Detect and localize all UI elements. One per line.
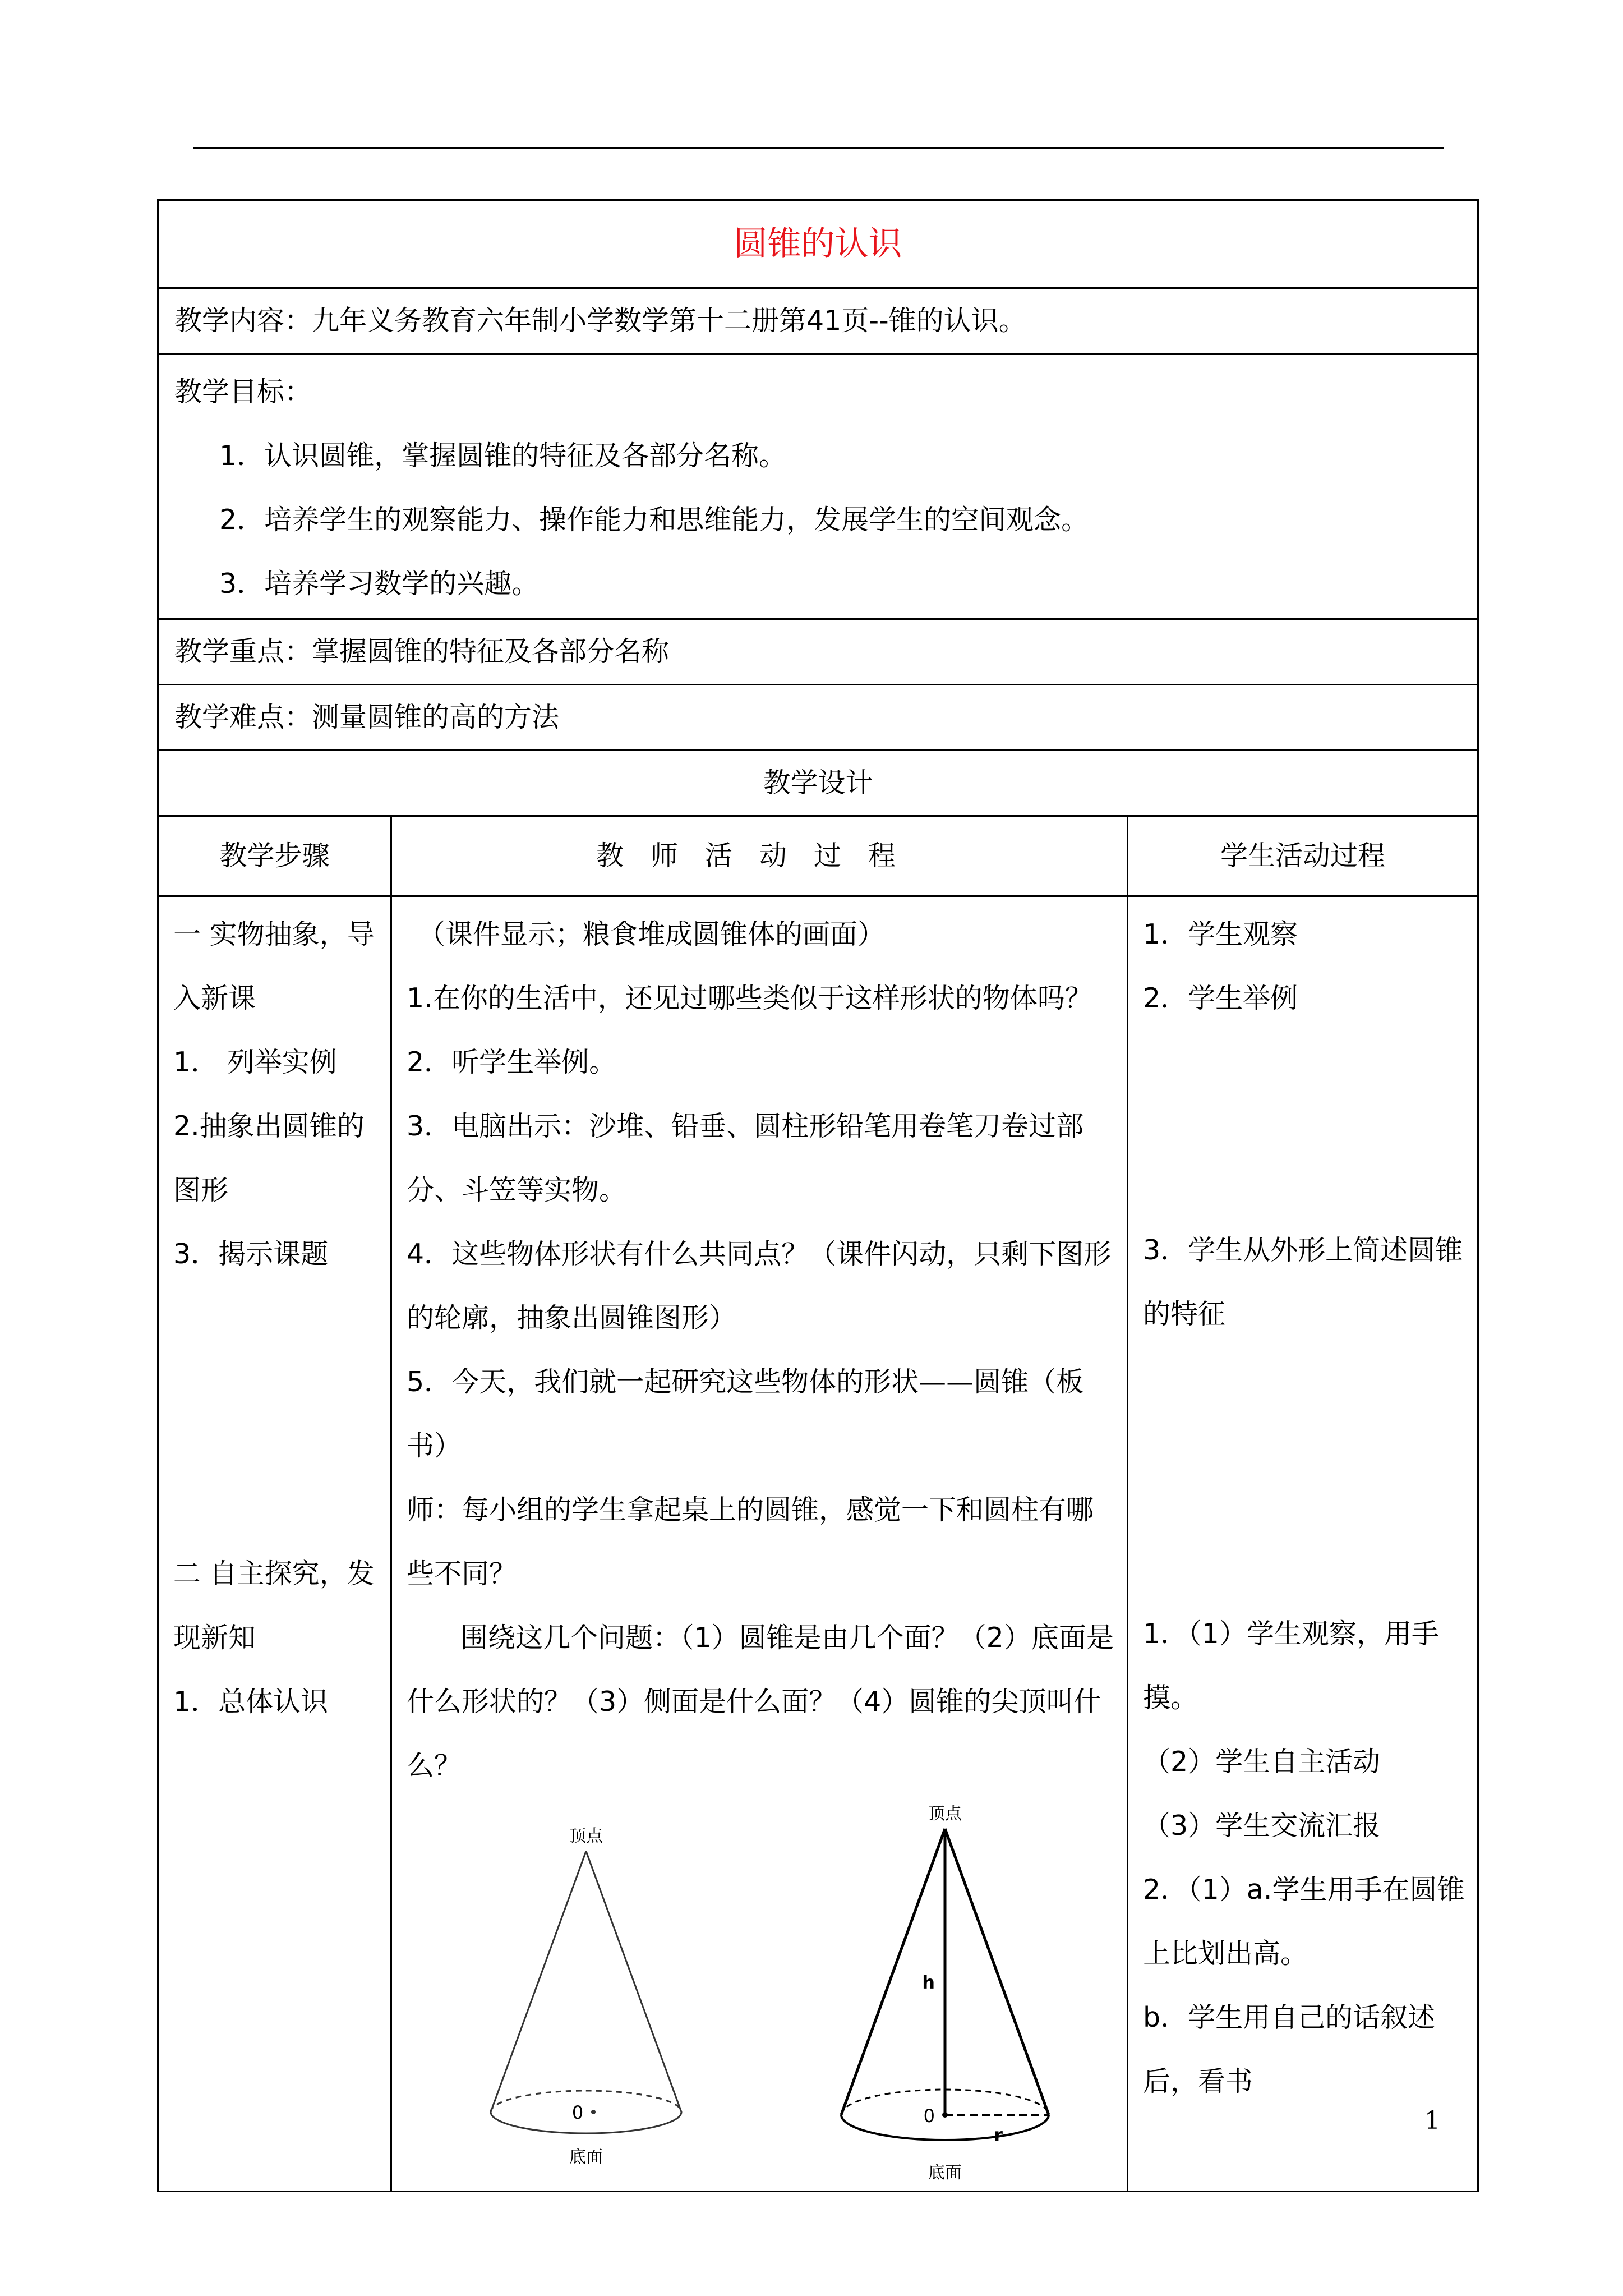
cone-diagram-basic (491, 1826, 681, 2167)
center-dot (942, 2112, 948, 2118)
lesson-plan-table (157, 199, 1479, 2192)
goals-cell (158, 354, 1478, 619)
cone-base-front (491, 2112, 681, 2133)
student-item: 2．（1）a.学生用手在圆锥上比划出高。 (1143, 1874, 1465, 1970)
center-label: 0 (923, 2105, 935, 2127)
teacher-item: 4．这些物体形状有什么共同点？（课件闪动，只剩下图形的轮廓，抽象出圆锥图形） (407, 1238, 1112, 1334)
difficulty-row: 教学难点：测量圆锥的高的方法 (158, 685, 1478, 751)
goal-item: 2．培养学生的观察能力、操作能力和思维能力，发展学生的空间观念。 (219, 504, 1089, 536)
content-row: 教学内容：九年义务教育六年制小学数学第十二册第41页--锥的认识。 (158, 288, 1478, 354)
step-item: 1． 列举实例 (173, 1046, 337, 1078)
apex-label: 顶点 (569, 1826, 603, 1846)
column-header-steps: 教学步骤 (158, 816, 391, 896)
goal-item: 1．认识圆锥，掌握圆锥的特征及各部分名称。 (219, 440, 787, 472)
student-item: 1．（1）学生观察，用手摸。 (1143, 1618, 1439, 1714)
step-item: 3．揭示课题 (173, 1238, 329, 1270)
student-column (1128, 896, 1478, 2192)
base-label: 底面 (569, 2147, 603, 2167)
center-label: 0 (571, 2102, 584, 2123)
student-item: （2）学生自主活动 (1143, 1746, 1381, 1778)
cone-base-back (491, 2091, 681, 2112)
student-item: b．学生用自己的话叙述后，看书 (1143, 2001, 1436, 2097)
student-item: 2．学生举例 (1143, 982, 1298, 1014)
height-label: h (922, 1972, 935, 1993)
teacher-item: 3．电脑出示：沙堆、铅垂、圆柱形铅笔用卷笔刀卷过部分、斗笠等实物。 (407, 1110, 1084, 1206)
teacher-item: （课件显示；粮食堆成圆锥体的画面） (418, 918, 886, 950)
header-rule (193, 147, 1444, 149)
cone-slant-line (945, 1829, 1049, 2115)
goals-label: 教学目标： (174, 376, 312, 408)
cone-slant-line (491, 1851, 586, 2112)
design-header: 教学设计 (158, 751, 1478, 816)
cone-diagram-height (841, 1804, 1049, 2183)
teacher-item: 1.在你的生活中，还见过哪些类似于这样形状的物体吗？ (407, 982, 1092, 1014)
step-item: 1．总体认识 (173, 1686, 329, 1718)
student-item: （3）学生交流汇报 (1143, 1810, 1381, 1842)
title-cell (158, 200, 1478, 288)
column-header-student: 学生活动过程 (1128, 816, 1478, 896)
cone-base-front (841, 2115, 1049, 2140)
center-dot (591, 2110, 596, 2114)
student-item: 1．学生观察 (1143, 918, 1298, 950)
teacher-item: 师：每小组的学生拿起桌上的圆锥，感觉一下和圆柱有哪些不同？ (407, 1494, 1094, 1590)
step-item: 2.抽象出圆锥的图形 (173, 1110, 365, 1206)
cone-diagrams-svg (407, 1798, 1124, 2191)
cone-slant-line (586, 1851, 681, 2112)
radius-label: r (994, 2124, 1003, 2146)
column-header-teacher (391, 816, 1128, 896)
teacher-column (391, 896, 1128, 2192)
step-item: 二 自主探究，发现新知 (173, 1558, 375, 1654)
teacher-item: 5．今天，我们就一起研究这些物体的形状——圆锥（板书） (407, 1366, 1084, 1462)
student-item: 3．学生从外形上简述圆锥的特征 (1143, 1234, 1463, 1330)
goal-item: 3．培养学习数学的兴趣。 (219, 568, 540, 600)
apex-label: 顶点 (928, 1804, 962, 1824)
base-label: 底面 (928, 2163, 962, 2183)
page-number: 1 (1424, 2106, 1440, 2135)
teacher-item: 围绕这几个问题：（1）圆锥是由几个面？（2）底面是什么形状的？（3）侧面是什么面？（4）圆锥的尖顶叫什么？ (407, 1622, 1114, 1782)
page-title: 圆锥的认识 (734, 224, 902, 264)
step-item: 一 实物抽象，导入新课 (173, 918, 375, 1014)
teacher-item: 2．听学生举例。 (407, 1046, 617, 1078)
column-header-teacher-label: 教师活动过程 (596, 840, 923, 872)
cone-diagrams (407, 1798, 1115, 2191)
steps-column (158, 896, 391, 2192)
key-point-row: 教学重点：掌握圆锥的特征及各部分名称 (158, 619, 1478, 685)
